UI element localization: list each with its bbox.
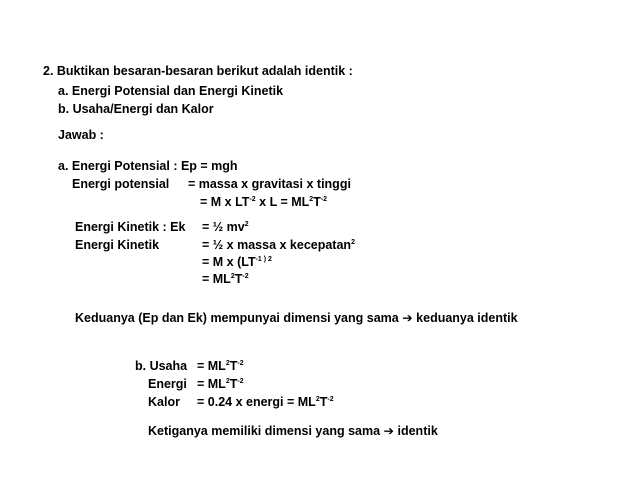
right-arrow-icon: ➔ — [383, 424, 395, 438]
kalor-equation: = 0.24 x energi = $ML^2T^{-2}$ — [197, 395, 334, 409]
ek-equation-4: = $ML^2T^{-2}$ — [202, 272, 249, 286]
usaha-equation: = $ML^2T^{-2}$ — [197, 359, 244, 373]
kalor-label: Kalor — [148, 395, 180, 409]
ep-equation-2: = M x $LT^{-2}$ x $L = ML^2T^{-2}$ — [200, 195, 328, 209]
ek-label-2: Energi Kinetik — [75, 238, 160, 252]
ep-equation-1: = massa x gravitasi x tinggi — [188, 177, 351, 191]
ek-label-1: Energi Kinetik : Ek — [75, 220, 186, 234]
energi-label: Energi — [148, 377, 187, 391]
usaha-label: b. Usaha — [135, 359, 188, 373]
question-item-b: b. Usaha/Energi dan Kalor — [58, 102, 214, 116]
question-item-a: a. Energi Potensial dan Energi Kinetik — [58, 84, 284, 98]
part-b-conclusion: Ketiganya memiliki dimensi yang sama ➔ identik — [148, 424, 438, 438]
answer-label: Jawab : — [58, 128, 104, 142]
ep-label: Energi potensial — [72, 177, 170, 191]
part-a-conclusion: Keduanya (Ep dan Ek) mempunyai dimensi yang sama ➔ keduanya identik — [75, 311, 518, 325]
ek-equation-2: = ½ x massa x kecepatan$^2$ — [202, 238, 355, 252]
ek-equation-1: = ½ $mv^2$ — [202, 220, 249, 234]
right-arrow-icon: ➔ — [402, 311, 413, 325]
question-title: 2. Buktikan besaran-besaran berikut adalah identik : — [43, 64, 353, 78]
part-a-heading: a. Energi Potensial : Ep = mgh — [58, 159, 238, 173]
energi-equation: = $ML^2T^{-2}$ — [197, 377, 244, 391]
ek-equation-3: = M x ($LT^{-1 ) 2}$ — [202, 255, 272, 269]
